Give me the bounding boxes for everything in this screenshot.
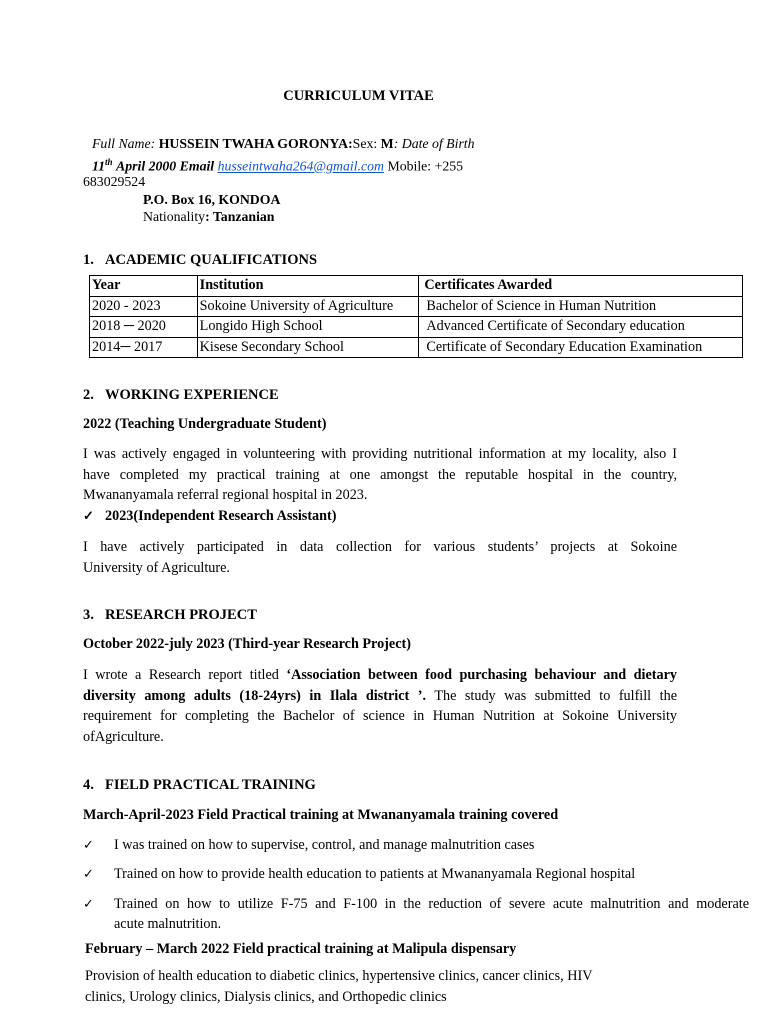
research-text-prefix: I wrote a Research report titled (83, 667, 287, 683)
paragraph-line: requirement for completing the Bachelor of science in Human Nutrition at Sokoine University (83, 708, 677, 725)
section-number: 3. (83, 607, 94, 623)
section-number: 2. (83, 387, 94, 403)
section-academic-heading (83, 252, 317, 269)
table-cell: 2018 ─ 2020 (90, 317, 198, 338)
list-item (83, 894, 749, 934)
table-header-row (90, 276, 743, 297)
column-header-institution: Institution (197, 276, 419, 297)
work-entry-2-title (83, 508, 336, 525)
list-item-text (114, 894, 749, 934)
table-cell: 2014─ 2017 (90, 337, 198, 358)
nationality-label: Nationality (143, 209, 206, 224)
paragraph-line: I was actively engaged in volunteering with providing nutritional information at my locality, also I (83, 446, 677, 462)
research-text-rest: The study was submitted to fulfill the (426, 687, 677, 704)
section-title: RESEARCH PROJECT (105, 607, 257, 623)
dob-label: : Date of Birth (393, 136, 475, 151)
work-entry-1-title: 2022 (Teaching Undergraduate Student) (83, 416, 327, 432)
section-field-heading (83, 777, 316, 794)
list-item-line: acute malnutrition. (114, 916, 222, 932)
personal-line-2 (92, 153, 463, 176)
dob-ordinal: th (105, 157, 113, 167)
checkmark-icon: ✓ (83, 896, 94, 911)
dob-rest: April 2000 Email (116, 158, 215, 174)
paragraph-line: Provision of health education to diabetic clinics, hypertensive clinics, cancer clinics, HIV (85, 968, 593, 984)
field-paragraph-2 (85, 966, 685, 1008)
checkmark-icon: ✓ (83, 866, 94, 881)
table-cell: Certificate of Secondary Education Examination (419, 337, 743, 358)
work-entry-1-text (83, 444, 677, 506)
checkmark-icon: ✓ (83, 508, 94, 523)
paragraph-line (83, 686, 677, 707)
sex-label: Sex: (352, 136, 378, 151)
list-item (83, 864, 749, 884)
work-entry-2-label: 2023(Independent Research Assistant) (105, 508, 337, 524)
research-subtitle: October 2022-july 2023 (Third-year Research Project) (83, 636, 411, 652)
checkmark-icon: ✓ (83, 837, 94, 852)
table-cell: 2020 - 2023 (90, 296, 198, 317)
section-title: WORKING EXPERIENCE (105, 387, 279, 403)
table-cell: Sokoine University of Agriculture (197, 296, 419, 317)
paragraph-line: I have actively participated in data collection for various students’ projects at Sokoine (83, 539, 677, 555)
list-item (83, 835, 749, 855)
section-title: FIELD PRACTICAL TRAINING (105, 777, 316, 793)
list-item-text: I was trained on how to supervise, control, and manage malnutrition cases (114, 837, 535, 853)
list-item-text: Trained on how to provide health education to patients at Mwananyamala Regional hospital (114, 866, 636, 882)
table-cell: Advanced Certificate of Secondary education (419, 317, 743, 338)
research-title-part-2: diversity among adults (18-24yrs) in Ilala district ’. (83, 687, 427, 704)
research-text (83, 665, 677, 747)
sex-value: M (380, 136, 394, 151)
postal-address: P.O. Box 16, KONDOA (143, 192, 281, 207)
table-cell: Longido High School (197, 317, 419, 338)
full-name: HUSSEIN TWAHA GORONYA: (158, 136, 353, 151)
paragraph-line (83, 665, 677, 686)
mobile-label: Mobile: +255 (387, 158, 464, 174)
dob-day: 11 (92, 158, 106, 174)
paragraph-line: clinics, Urology clinics, Dialysis clinics, and Orthopedic clinics (85, 989, 447, 1005)
nationality-line (143, 208, 274, 226)
paragraph-line: ofAgriculture. (83, 728, 164, 745)
personal-line-1 (92, 135, 475, 153)
work-entry-2-text (83, 537, 677, 578)
table-row (90, 317, 743, 338)
paragraph-line: University of Agriculture. (83, 559, 230, 576)
section-work-heading (83, 387, 279, 404)
table-row (90, 296, 743, 317)
section-title: ACADEMIC QUALIFICATIONS (105, 252, 318, 268)
table-cell: Kisese Secondary School (197, 337, 419, 358)
document-title: CURRICULUM VITAE (283, 88, 434, 104)
email-link[interactable]: husseintwaha264@gmail.com (217, 158, 384, 174)
academic-table (89, 275, 743, 358)
section-research-heading (83, 607, 257, 624)
nationality-value: : Tanzanian (205, 209, 275, 224)
column-header-certificates: Certificates Awarded (419, 276, 743, 297)
table-row (90, 337, 743, 358)
full-name-label: Full Name: (92, 136, 156, 151)
section-number: 4. (83, 777, 94, 793)
table-cell: Bachelor of Science in Human Nutrition (419, 296, 743, 317)
section-number: 1. (83, 252, 94, 268)
column-header-year: Year (90, 276, 198, 297)
paragraph-line: Mwananyamala referral regional hospital in 2023. (83, 487, 368, 504)
field-subheading-2: February – March 2022 Field practical training at Malipula dispensary (85, 941, 517, 957)
mobile-continued: 683029524 (83, 174, 146, 189)
paragraph-line: have completed my practical training at one amongst the reputable hospital in the country, (83, 466, 677, 483)
list-item-line: Trained on how to utilize F-75 and F-100 in the reduction of severe acute malnutrition and moderate (114, 896, 749, 912)
research-title-part-1: ‘Association between food purchasing behaviour and dietary (286, 667, 677, 683)
field-subheading-1: March-April-2023 Field Practical training at Mwananyamala training covered (83, 807, 559, 823)
